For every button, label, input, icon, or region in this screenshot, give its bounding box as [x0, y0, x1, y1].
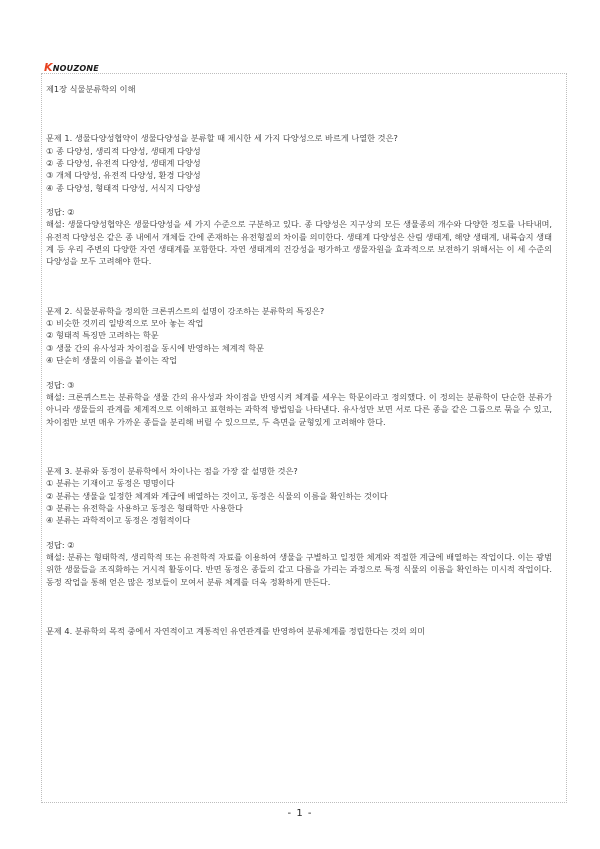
explanation-text: 해설: 생물다양성협약은 생물다양성을 세 가지 수준으로 구분하고 있다. 종 다양성은 지구상의 모든 생물종의 개수와 다양한 정도를 나타내며, 유전적 다양성은 같은 종 내에서 개체들 간에 존재하는 유전형질의 차이를 의미한다. 생태계 다양성은 산림 생태계, 해양 생태계, 내륙습지 생태계 등 우리 주변의 다양한 자연 생태계를 포함한다. 자연 생태계의 건강성을 평가하고 생물자원을 효과적으로 보전하기 위해서는 이 세 수준의 다양성을 모두 고려해야 한다. — [46, 219, 552, 267]
chapter-title: 제1장 식물분류학의 이해 — [46, 84, 136, 94]
explanation-text: 해설: 분류는 형태학적, 생리학적 또는 유전학적 자료를 이용하여 생물을 구별하고 일정한 체계와 적절한 계급에 배열하는 작업이다. 이는 광범위한 생물들을 조직화하는 거시적 활동이다. 반면 동정은 종들의 같고 다름을 가리는 과정으로 특정 식물의 이름을 확인하는 미시적 작업이다. 동정 작업을 통해 얻은 많은 정보들이 모여서 분류 체계를 더욱 정확하게 만든다. — [46, 551, 552, 587]
logo-letter-k: K — [44, 61, 53, 74]
option-3: ③ 개체 다양성, 유전적 다양성, 환경 다양성 — [46, 170, 201, 181]
option-1: ① 비슷한 것끼리 일방적으로 모아 놓는 작업 — [46, 318, 204, 329]
question-text: 문제 2. 식물분류학을 정의한 크론퀴스트의 설명이 강조하는 분류학의 특징은? — [46, 305, 325, 316]
option-2: ② 분류는 생물을 일정한 체계와 계급에 배열하는 것이고, 동정은 식물의 이름을 확인하는 것이다 — [46, 490, 388, 501]
page-frame — [41, 73, 567, 803]
option-1: ① 분류는 기재이고 동정은 명명이다 — [46, 478, 175, 489]
answer-label: 정답: ② — [46, 539, 75, 550]
answer-label: 정답: ② — [46, 207, 75, 218]
question-block-2 — [46, 305, 552, 428]
option-3: ③ 분류는 유전학을 사용하고 동정은 형태학만 사용한다 — [46, 502, 243, 513]
question-block-1 — [46, 132, 552, 267]
option-1: ① 종 다양성, 생리적 다양성, 생태계 다양성 — [46, 145, 201, 156]
option-2: ② 형태적 특징만 고려하는 학문 — [46, 330, 159, 341]
page-number: - 1 - — [287, 808, 313, 819]
question-text: 문제 1. 생물다양성협약이 생물다양성을 분류할 때 제시한 세 가지 다양성으로 바르게 나열한 것은? — [46, 133, 398, 144]
answer-label: 정답: ③ — [46, 379, 75, 390]
option-3: ③ 생물 간의 유사성과 차이점을 동시에 반영하는 체계적 학문 — [46, 342, 264, 353]
option-4: ④ 단순히 생물의 이름을 붙이는 작업 — [46, 355, 178, 366]
document-content — [46, 83, 552, 674]
question-text: 문제 4. 분류학의 목적 중에서 자연적이고 계통적인 유연관계를 반영하여 분류체계를 정립한다는 것의 의미 — [46, 625, 426, 636]
question-block-3 — [46, 465, 552, 588]
question-block-4 — [46, 625, 552, 637]
option-4: ④ 분류는 과학적이고 동정은 경험적이다 — [46, 515, 191, 526]
option-4: ④ 종 다양성, 형태적 다양성, 서식지 다양성 — [46, 182, 201, 193]
logo-text: NOUZONE — [52, 64, 99, 73]
question-text: 문제 3. 분류와 동정이 분류학에서 차이나는 점을 가장 잘 설명한 것은? — [46, 465, 298, 476]
explanation-text: 해설: 크론퀴스트는 분류학을 생물 간의 유사성과 차이점을 반영시켜 체계를 세우는 학문이라고 정의했다. 이 정의는 분류학이 단순한 분류가 아니라 생물들의 관계를 체계적으로 이해하고 표현하는 과학적 방법임을 나타낸다. 유사성만 보면 서로 다른 종을 같은 그룹으로 묶을 수 있고, 차이점만 보면 매우 가까운 종들을 분리해 버릴 수 있으므로, 두 측면을 균형있게 고려해야 한다. — [46, 391, 552, 427]
option-2: ② 종 다양성, 유전적 다양성, 생태계 다양성 — [46, 158, 201, 169]
